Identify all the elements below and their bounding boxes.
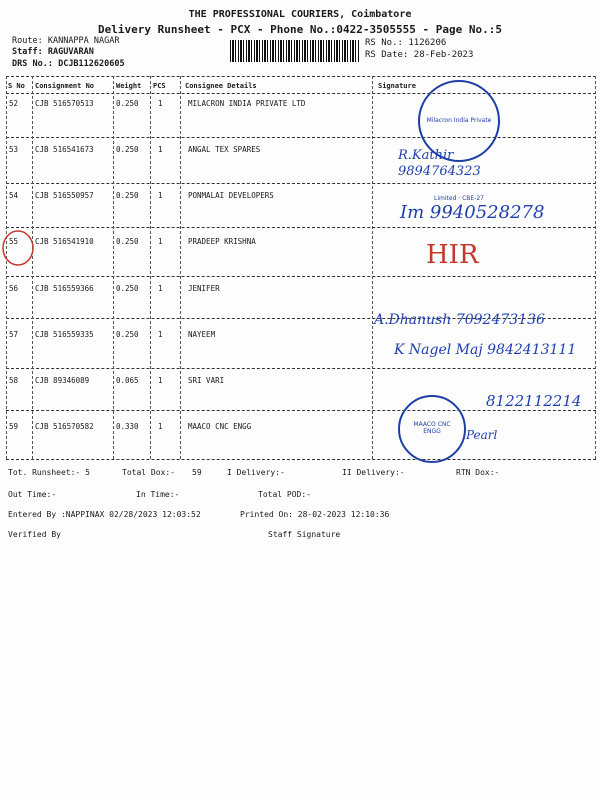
signature-row57a: A.Dhanush 7092473136	[374, 312, 545, 328]
cell-pcs: 1	[158, 330, 163, 339]
cell-weight: 0.250	[116, 330, 139, 339]
drs-label: DRS No.:	[12, 59, 53, 69]
rs-no-label: RS No.:	[365, 38, 403, 48]
staff-signature: Staff Signature	[268, 530, 341, 539]
cell-consignment: CJB 516570582	[35, 422, 94, 431]
staff-value: RAGUVARAN	[47, 47, 94, 57]
route-value: KANNAPPA NAGAR	[47, 36, 120, 46]
cell-weight: 0.250	[116, 284, 139, 293]
cell-sno: 53	[9, 145, 19, 154]
cell-consignment: CJB 516541910	[35, 237, 94, 246]
ii-delivery: II Delivery:-	[342, 468, 405, 477]
cell-weight: 0.250	[116, 99, 139, 108]
row-rule	[6, 137, 596, 138]
red-circle-mark	[0, 228, 40, 268]
total-pod: Total POD:-	[258, 490, 311, 499]
row-rule	[6, 183, 596, 184]
verified-by: Verified By	[8, 530, 61, 539]
staff-line	[12, 47, 94, 57]
cell-sno: 52	[9, 99, 19, 108]
row-rule	[6, 227, 596, 228]
in-time: In Time:-	[136, 490, 180, 499]
cell-pcs: 1	[158, 284, 163, 293]
table-top-rule	[6, 76, 596, 77]
cell-sno: 56	[9, 284, 19, 293]
cell-consignment: CJB 516541673	[35, 145, 94, 154]
cell-consignment: CJB 516570513	[35, 99, 94, 108]
drs-value: DCJB112620605	[58, 59, 125, 69]
col-rule	[372, 76, 373, 459]
header-rule	[6, 93, 596, 94]
rtn-dox: RTN Dox:-	[456, 468, 500, 477]
cell-consignment: CJB 516559335	[35, 330, 94, 339]
col-rule	[150, 76, 151, 459]
header-signature: Signature	[378, 82, 416, 90]
row-rule	[6, 276, 596, 277]
cell-consignee: ANGAL TEX SPARES	[188, 145, 261, 154]
barcode-image	[230, 40, 360, 62]
header-sno: S No	[8, 82, 25, 90]
company-title: THE PROFESSIONAL COURIERS, Coimbatore	[188, 9, 412, 20]
cell-sno: 55	[9, 237, 19, 246]
rs-date-label: RS Date:	[365, 50, 409, 60]
cell-consignee: SRI VARI	[188, 376, 225, 385]
cell-consignee: NAYEEM	[188, 330, 216, 339]
header-consignment: Consignment No	[35, 82, 95, 90]
total-dox-value: 59	[192, 468, 202, 477]
maaco-stamp: MAACO CNC ENGG	[398, 395, 466, 463]
cell-consignee: MAACO CNC ENGG	[188, 422, 252, 431]
cell-pcs: 1	[158, 376, 163, 385]
signature-row54: Im 9940528278	[400, 202, 545, 223]
runsheet-subtitle: Delivery Runsheet - PCX - Phone No.:0422-3505555 - Page No.:5	[98, 23, 502, 36]
cell-consignment: CJB 516550957	[35, 191, 94, 200]
cell-consignee: PONMALAI DEVELOPERS	[188, 191, 274, 200]
col-rule	[180, 76, 181, 459]
header-weight: Weight	[116, 82, 142, 90]
route-label: Route:	[12, 36, 43, 46]
signature-row59: Pearl	[466, 428, 498, 442]
signature-row53: R.Kathir 9894764323	[398, 148, 481, 179]
signature-row58: 8122112214	[486, 392, 582, 410]
cell-weight: 0.250	[116, 191, 139, 200]
cell-consignee: JENIFER	[188, 284, 220, 293]
cell-pcs: 1	[158, 145, 163, 154]
rs-date-line	[365, 50, 473, 60]
drs-line	[12, 59, 125, 69]
cell-weight: 0.250	[116, 145, 139, 154]
col-rule	[595, 76, 596, 459]
cell-consignment: CJB 89346089	[35, 376, 90, 385]
col-rule	[113, 76, 114, 459]
cell-pcs: 1	[158, 237, 163, 246]
cell-sno: 54	[9, 191, 19, 200]
cell-consignment: CJB 516559366	[35, 284, 94, 293]
cell-sno: 59	[9, 422, 19, 431]
rs-no-value: 1126206	[408, 38, 447, 48]
cell-weight: 0.330	[116, 422, 139, 431]
signature-row57b: K Nagel Maj 9842413111	[394, 342, 577, 358]
cell-sno: 57	[9, 330, 19, 339]
staff-label: Staff:	[12, 47, 43, 57]
entered-by: Entered By :NAPPINAX 02/28/2023 12:03:52	[8, 510, 201, 519]
header-consignee: Consignee Details	[185, 82, 257, 90]
rs-date-value: 28-Feb-2023	[413, 50, 474, 60]
total-dox-label: Total Dox:-	[122, 468, 175, 477]
cell-consignee: PRADEEP KRISHNA	[188, 237, 256, 246]
i-delivery: I Delivery:-	[227, 468, 285, 477]
cell-pcs: 1	[158, 422, 163, 431]
out-time: Out Time:-	[8, 490, 57, 499]
cell-consignee: MILACRON INDIA PRIVATE LTD	[188, 99, 306, 108]
table-bottom-rule	[6, 459, 596, 460]
cell-pcs: 1	[158, 191, 163, 200]
row-rule	[6, 410, 596, 411]
cell-weight: 0.065	[116, 376, 139, 385]
tot-runsheet: Tot. Runsheet:- 5	[8, 468, 90, 477]
milacron-stamp: Milacron India Private Limited · CBE-27	[418, 80, 500, 162]
printed-on: Printed On: 28-02-2023 12:10:36	[240, 510, 390, 519]
cell-sno: 58	[9, 376, 19, 385]
header-pcs: PCS	[153, 82, 166, 90]
cell-weight: 0.250	[116, 237, 139, 246]
signature-row55: HIR	[426, 240, 479, 270]
row-rule	[6, 368, 596, 369]
rs-no-line	[365, 38, 446, 48]
cell-pcs: 1	[158, 99, 163, 108]
route-line	[12, 36, 120, 46]
